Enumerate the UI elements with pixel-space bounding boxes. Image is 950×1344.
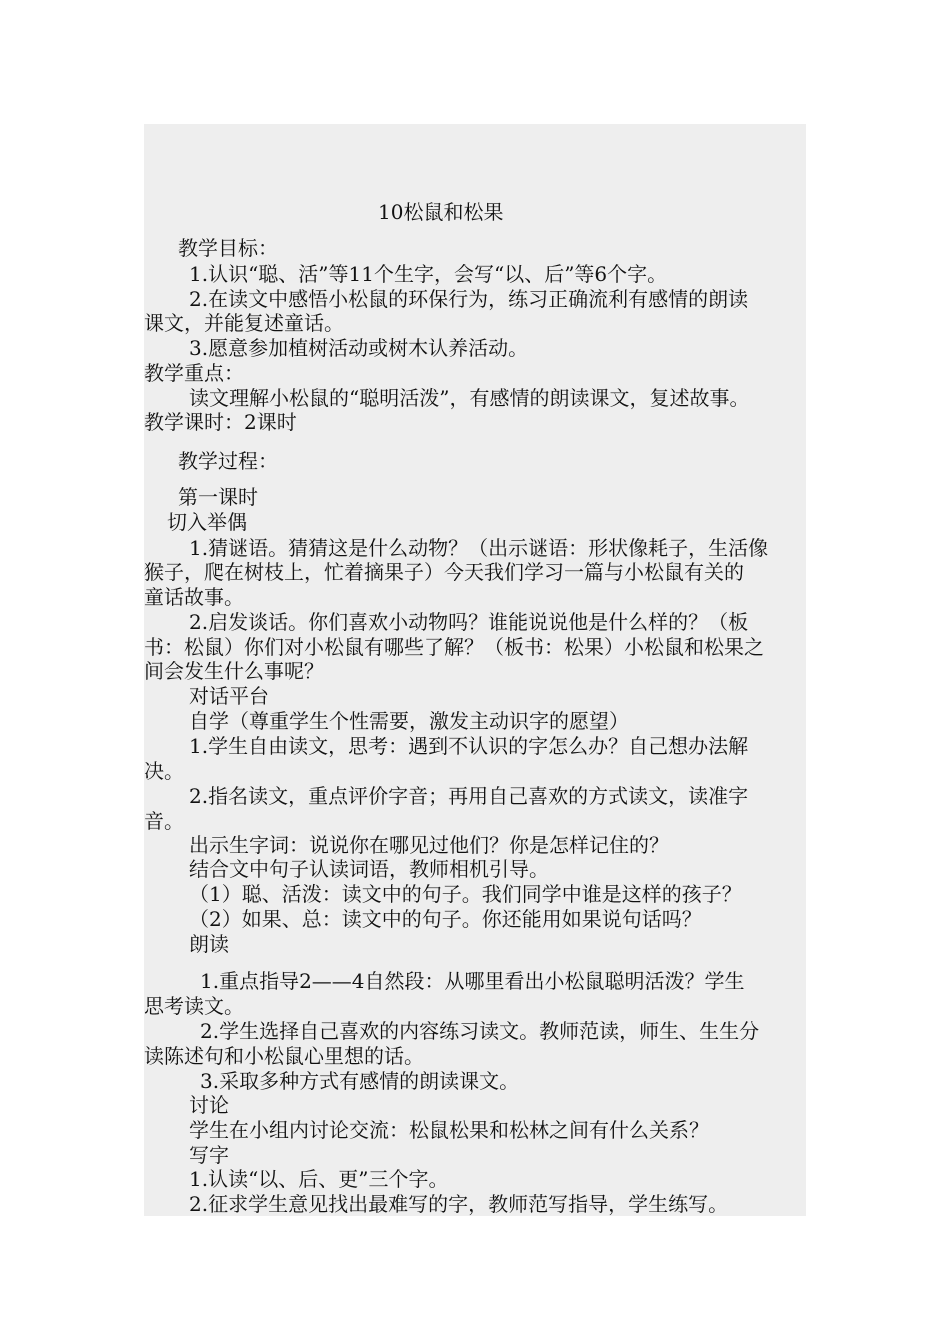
subheading-intro: 切入举偶 — [167, 510, 247, 534]
paragraph-line: 2.启发谈话。你们喜欢小动物吗？谁能说说他是什么样的？（板 — [189, 610, 749, 634]
heading-process: 教学过程： — [178, 449, 278, 473]
paragraph-line: 2.在读文中感悟小松鼠的环保行为，练习正确流利有感情的朗读 — [189, 287, 749, 311]
paragraph-line: 1.认识“聪、活”等11个生字，会写“以、后”等6个字。 — [189, 262, 668, 286]
paragraph-line: 课文，并能复述童话。 — [144, 311, 344, 335]
paragraph-line: 2.指名读文，重点评价字音；再用自己喜欢的方式读文，读准字 — [189, 784, 749, 808]
heading-key-points: 教学重点： — [144, 361, 244, 385]
paragraph-line: 思考读文。 — [144, 994, 244, 1018]
paragraph-line: 自学（尊重学生个性需要，激发主动识字的愿望） — [189, 709, 629, 733]
paragraph-line: 书：松鼠）你们对小松鼠有哪些了解？（板书：松果）小松鼠和松果之 — [144, 635, 764, 659]
paragraph-line: 童话故事。 — [144, 585, 244, 609]
paragraph-line: 读陈述句和小松鼠心里想的话。 — [144, 1044, 424, 1068]
document-title: 10松鼠和松果 — [378, 200, 504, 224]
paragraph-line: 3.愿意参加植树活动或树木认养活动。 — [189, 336, 529, 360]
heading-class-hours: 教学课时：2课时 — [144, 410, 297, 434]
paragraph-line: 读文理解小松鼠的“聪明活泼”，有感情的朗读课文，复述故事。 — [189, 386, 750, 410]
paragraph-line: 猴子，爬在树枝上，忙着摘果子）今天我们学习一篇与小松鼠有关的 — [144, 560, 744, 584]
paragraph-line: 间会发生什么事呢？ — [144, 659, 324, 683]
paragraph-line: 结合文中句子认读词语，教师相机引导。 — [189, 857, 549, 881]
subheading-writing: 写字 — [189, 1143, 229, 1167]
paragraph-line: 出示生字词：说说你在哪见过他们？你是怎样记住的？ — [189, 833, 669, 857]
paragraph-line: 决。 — [144, 759, 184, 783]
paragraph-line: 1.猜谜语。猜猜这是什么动物？（出示谜语：形状像耗子，生活像 — [189, 536, 769, 560]
heading-objectives: 教学目标： — [178, 236, 278, 260]
paragraph-line: （2）如果、总：读文中的句子。你还能用如果说句话吗？ — [189, 907, 702, 931]
paragraph-line: 1.认读“以、后、更”三个字。 — [189, 1167, 449, 1191]
paragraph-line: 1.学生自由读文，思考：遇到不认识的字怎么办？自己想办法解 — [189, 734, 749, 758]
subheading-dialogue: 对话平台 — [189, 684, 269, 708]
paragraph-line: （1）聪、活泼：读文中的句子。我们同学中谁是这样的孩子？ — [189, 882, 742, 906]
paragraph-line: 1.重点指导2——4自然段：从哪里看出小松鼠聪明活泼？学生 — [200, 969, 745, 993]
heading-first-lesson: 第一课时 — [178, 485, 258, 509]
paragraph-line: 2.学生选择自己喜欢的内容练习读文。教师范读，师生、生生分 — [200, 1019, 760, 1043]
paragraph-line: 3.采取多种方式有感情的朗读课文。 — [200, 1069, 520, 1093]
subheading-discussion: 讨论 — [189, 1093, 229, 1117]
paragraph-line: 音。 — [144, 809, 184, 833]
paragraph-line: 2.征求学生意见找出最难写的字，教师范写指导，学生练写。 — [189, 1192, 729, 1216]
paragraph-line: 学生在小组内讨论交流：松鼠松果和松林之间有什么关系？ — [189, 1118, 709, 1142]
subheading-reading: 朗读 — [189, 932, 229, 956]
